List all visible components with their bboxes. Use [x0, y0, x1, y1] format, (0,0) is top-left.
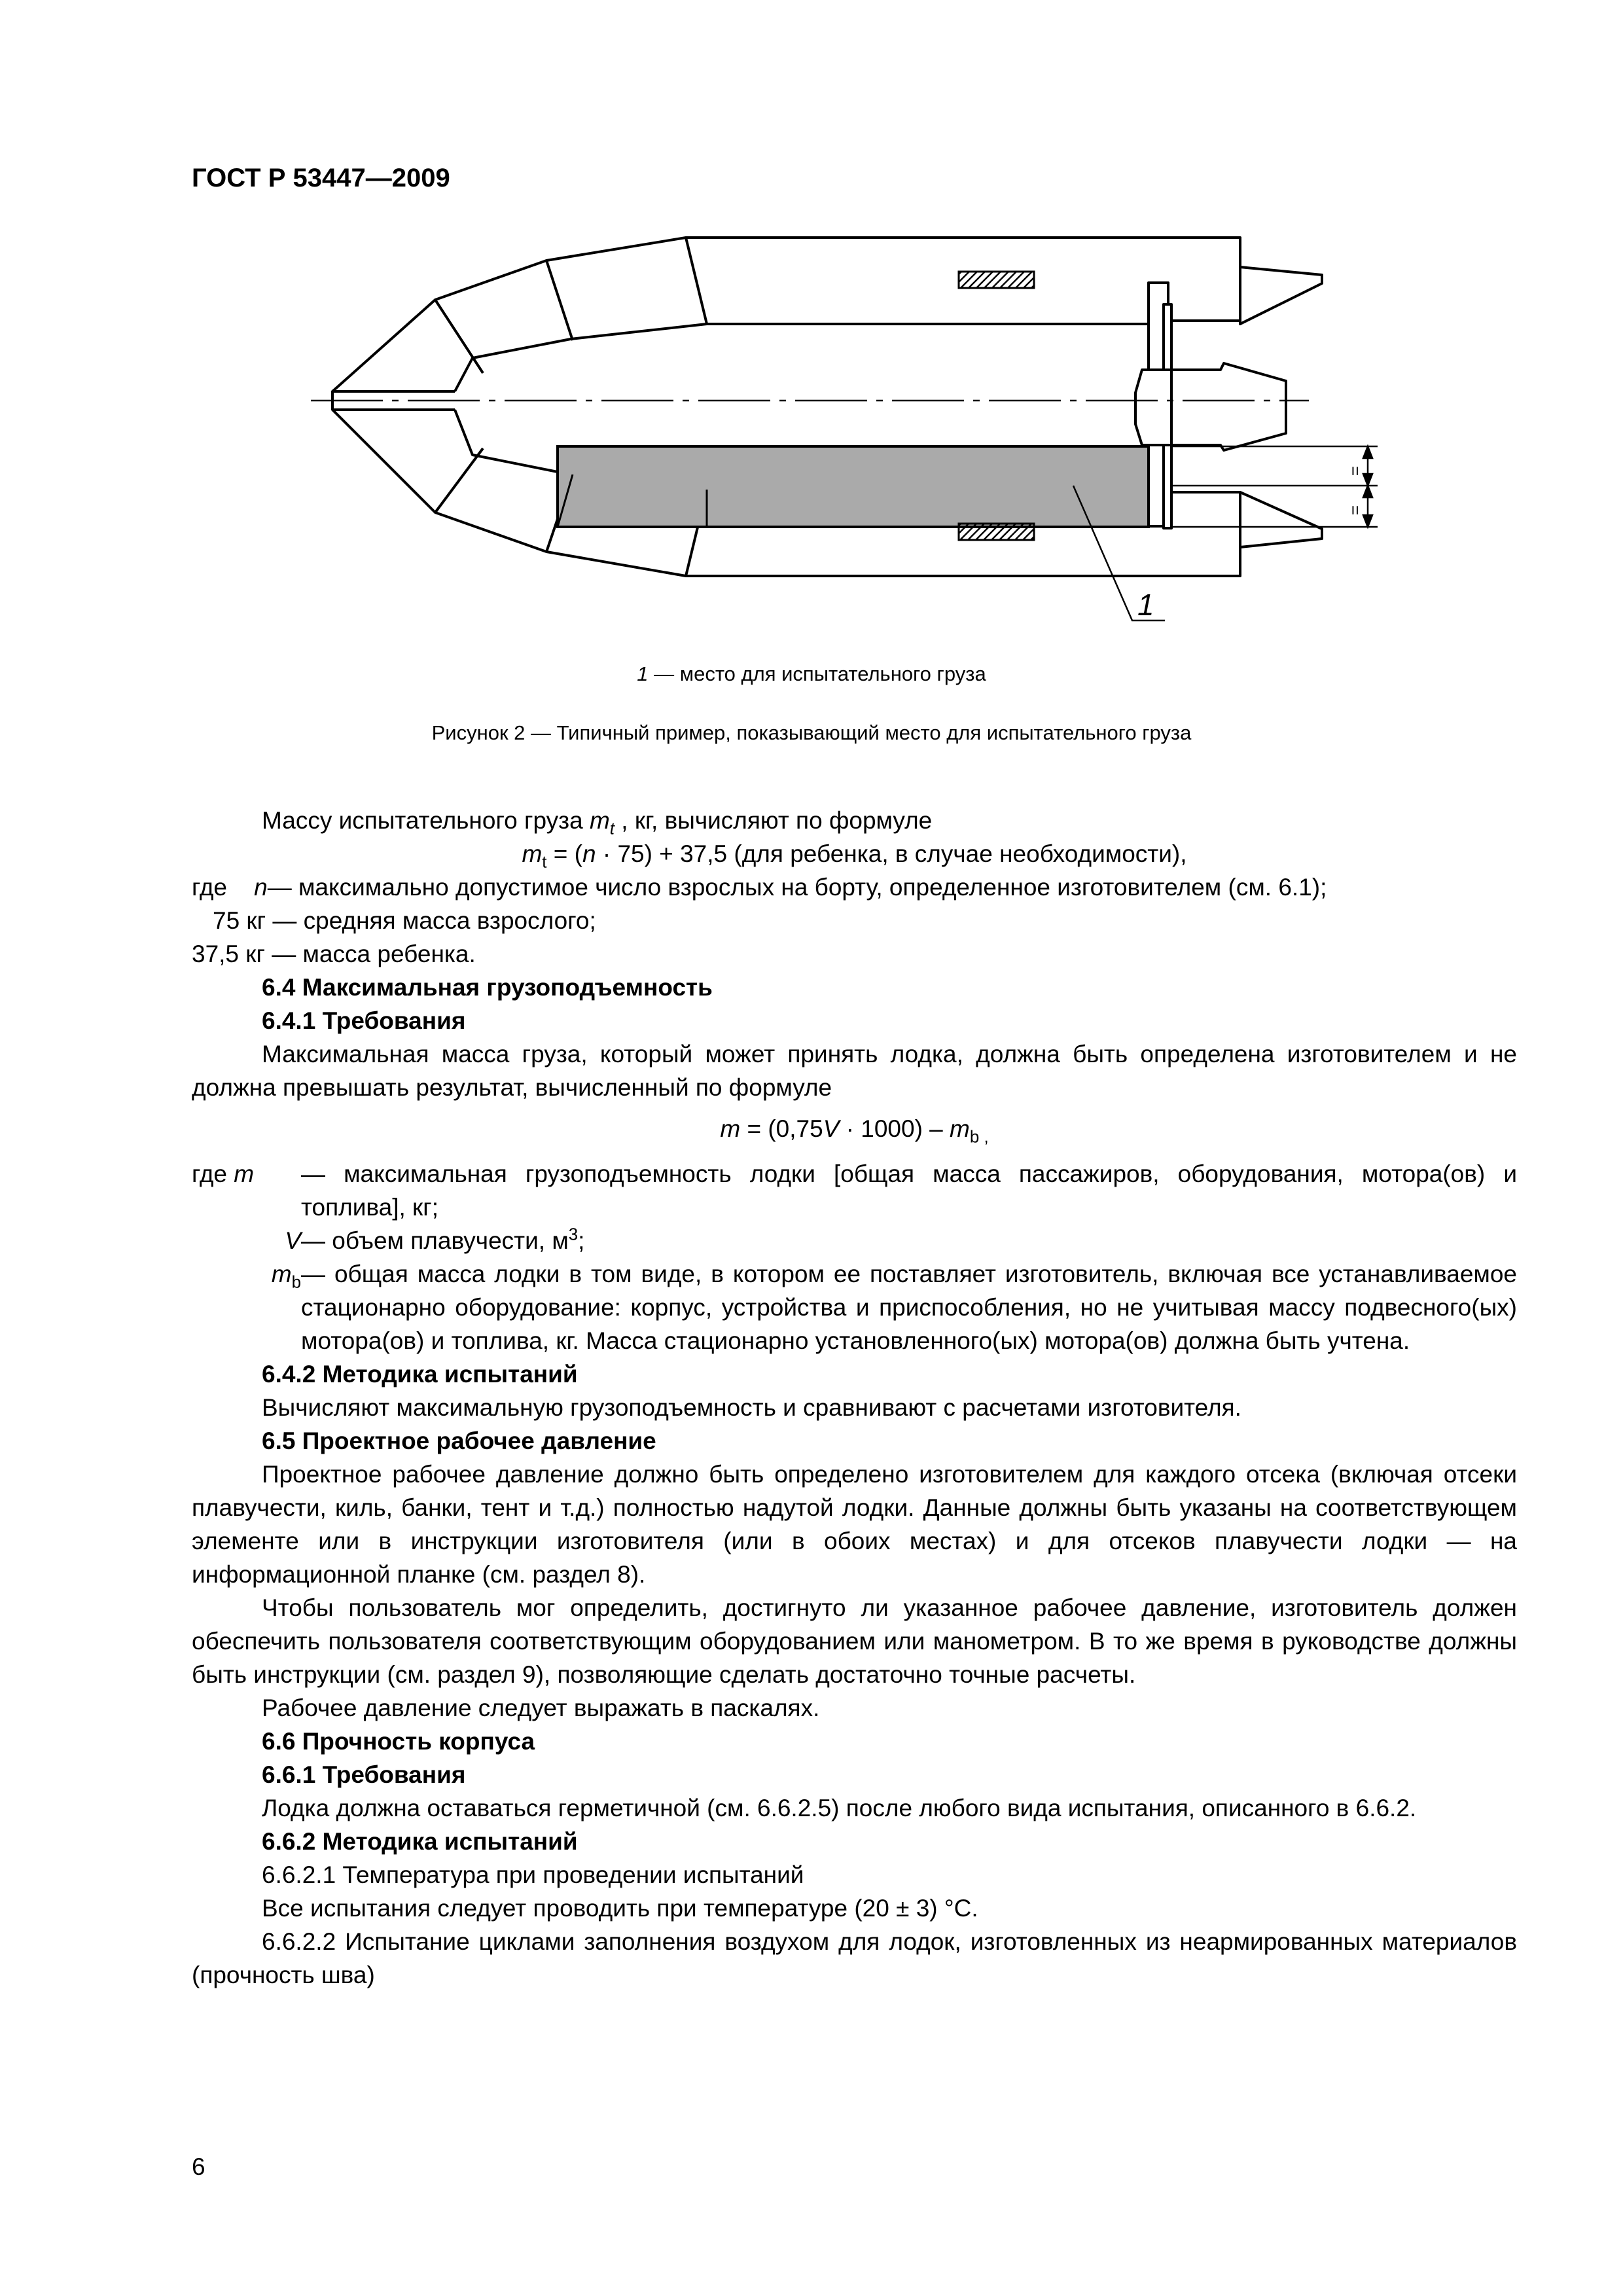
- boat-diagram: [0, 0, 1623, 655]
- where-item-v: V — объем плавучести, $м^3$;: [285, 1225, 585, 1254]
- body-text: [192, 804, 1517, 1992]
- paragraph: Максимальная масса груза, который может принять лодка, должна быть определена изготовителем и не должна превышать результат, вычисленный по формуле: [192, 1041, 1517, 1101]
- page-number: 6: [192, 2153, 205, 2180]
- paragraph: Массу испытательного груза $m_t$ , кг, вычисляют по формуле: [262, 807, 933, 838]
- dim-label-upper: =: [1346, 466, 1365, 476]
- paragraph: 6.6.2.2 Испытание циклами заполнения воздухом для лодок, изготовленных из неармированных материалов (прочность шва): [192, 1928, 1517, 1988]
- section-heading-6-6-2: 6.6.2 Методика испытаний: [262, 1828, 578, 1855]
- section-heading-6-4-2: 6.4.2 Методика испытаний: [262, 1361, 578, 1388]
- paragraph: Рабочее давление следует выражать в паскалях.: [262, 1695, 820, 1721]
- paragraph: Чтобы пользователь мог определить, достигнуто ли указанное рабочее давление, изготовитель должен обеспечить пользователя соответствующим оборудованием или манометром. В то же время в руководстве должны быть инструкции (см. раздел 9), позволяющие сделать достаточно точные расчеты.: [192, 1594, 1517, 1688]
- test-load-area: [558, 446, 1149, 527]
- document-header: ГОСТ Р 53447—2009: [192, 164, 450, 192]
- paragraph: Вычисляют максимальную грузоподъемность и сравнивают с расчетами изготовителя.: [262, 1394, 1241, 1421]
- where-item-n: где n — максимально допустимое число взрослых на борту, определенное изготовителем (см. 6.1);: [192, 874, 1327, 901]
- section-heading-6-6-1: 6.6.1 Требования: [262, 1761, 466, 1788]
- where-item-37: 37,5 кг — масса ребенка.: [192, 941, 476, 967]
- paragraph: Проектное рабочее давление должно быть определено изготовителем для каждого отсека (включая отсеки плавучести, киль, банки, тент и т.д.) полностью надутой лодки. Данные должны быть указаны на соответствующем элементе или в инструкции изготовителя (или в обоих местах) и для отсеков плавучести лодки — на информационной планке (см. раздел 8).: [192, 1461, 1517, 1588]
- paragraph: Все испытания следует проводить при температуре (20 ± 3) °С.: [262, 1895, 978, 1922]
- figure-title: Рисунок 2 — Типичный пример, показывающий место для испытательного груза: [431, 721, 1192, 744]
- legend-text: — место для испытательного груза: [648, 662, 986, 685]
- figure-legend: [0, 662, 1623, 686]
- dim-label-lower: =: [1346, 505, 1365, 516]
- section-heading-6-4-1: 6.4.1 Требования: [262, 1007, 466, 1034]
- paragraph: Лодка должна оставаться герметичной (см. 6.6.2.5) после любого вида испытания, описанного в 6.6.2.: [262, 1795, 1417, 1821]
- thwart-upper: [959, 272, 1034, 288]
- section-heading-6-6: 6.6 Прочность корпуса: [262, 1728, 535, 1755]
- formula-test-mass: $m_t = (n \cdot 75) + 37,5$ (для ребенка, в случае необходимости),: [522, 840, 1187, 872]
- where-item-mb: $m_b$ — общая масса лодки в том виде, в котором ее поставляет изготовитель, включая все устанавливаемое стационарно оборудование: корпус, устройства и приспособления, но не учитывая массу подвесного(ых) мотора(ов) и топлива, кг. Масса стационарно установленного(ых) мотора(ов) должна быть учтена.: [271, 1261, 1517, 1354]
- callout-number: 1: [1137, 588, 1154, 622]
- section-heading-6-4: 6.4 Максимальная грузоподъемность: [262, 974, 713, 1001]
- formula-max-load: $m = (0,75V \cdot 1000) - m_b$ $_,$: [720, 1115, 989, 1147]
- section-heading-6-5: 6.5 Проектное рабочее давление: [262, 1427, 656, 1454]
- where-item-75: 75 кг — средняя масса взрослого;: [213, 907, 596, 934]
- thwart-lower: [959, 524, 1034, 540]
- legend-number: 1: [637, 662, 649, 685]
- paragraph: 6.6.2.1 Температура при проведении испытаний: [262, 1861, 804, 1888]
- where-item-m: где m — максимальная грузоподъемность лодки [общая масса пассажиров, оборудования, мотора(ов) и топлива], кг;: [192, 1160, 1517, 1221]
